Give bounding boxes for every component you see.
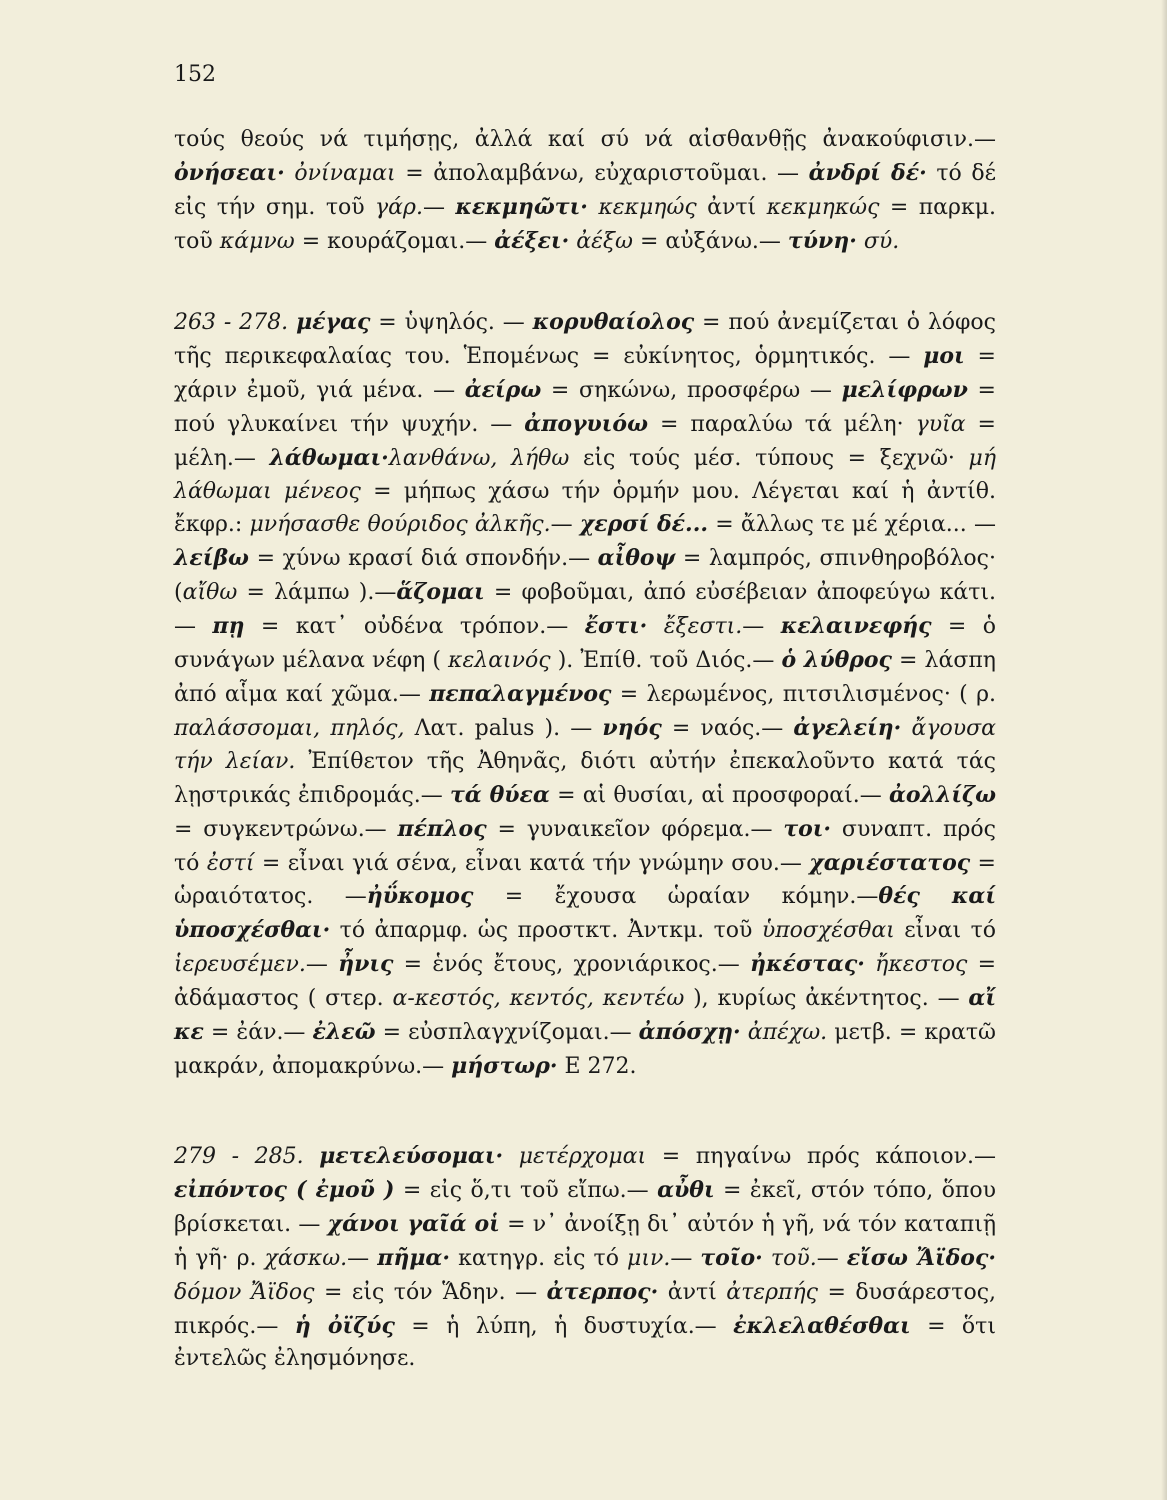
text-run: = εὐσπλαγχνίζομαι.— bbox=[375, 1020, 639, 1046]
italic-form: σύ. bbox=[863, 228, 900, 254]
headword: ὀνήσεαι· bbox=[174, 159, 285, 186]
text-run: — bbox=[347, 1245, 378, 1271]
headword: λείβω bbox=[174, 545, 250, 572]
headword: αὖθι bbox=[657, 1176, 715, 1203]
page-number: 152 bbox=[174, 62, 216, 87]
text-run: = ὡραιότατος. — bbox=[174, 850, 996, 910]
headword: χερσί δέ... bbox=[579, 511, 709, 538]
italic-form: ὑποσχέσθαι bbox=[761, 918, 895, 944]
text-run: ), κυρίως ἀκέντητος. — bbox=[684, 986, 969, 1012]
text-run: = ὑψηλός. — bbox=[370, 310, 533, 335]
text-run: = κατ᾽ οὐδένα τρόπον.— bbox=[244, 614, 585, 640]
text-run: = γυναικεῖον φόρεμα.— bbox=[486, 816, 784, 842]
text-run: — bbox=[670, 1245, 701, 1271]
text-run: = πού ἀνεμίζεται ὁ λόφος τῆς περικεφαλαίας του. Ἑπομένως = εὐκίνητος, ὁρμητικός. — bbox=[174, 310, 996, 369]
text-run: = δυσάρεστος, πικρός.— bbox=[174, 1279, 997, 1339]
text-run: συναπτ. πρός τό bbox=[174, 816, 996, 876]
headword: χάνοι γαῖά οἱ bbox=[327, 1210, 500, 1237]
italic-form: ἔξεστι. bbox=[663, 614, 743, 640]
headword: ἠκέστας· bbox=[750, 951, 865, 978]
text-run: εἶναι τό bbox=[894, 918, 996, 944]
text-run: = ναός.— bbox=[661, 715, 794, 741]
headword: ἦνις bbox=[338, 951, 394, 978]
italic-form: κεκμηκώς bbox=[766, 194, 880, 220]
italic-form: ἀέξω bbox=[576, 228, 633, 254]
headword: πεπαλαγμένος bbox=[429, 680, 612, 707]
italic-form: μνήσασθε θούριδος ἀλκῆς. bbox=[249, 512, 551, 538]
italic-form: αἴθω bbox=[182, 580, 238, 606]
text-run: ). Ἐπίθ. τοῦ Διός.— bbox=[550, 648, 782, 674]
headword: ἀπόσχῃ· bbox=[638, 1019, 741, 1046]
headword: κορυθαίολος bbox=[532, 309, 695, 335]
headword: αἴ κε bbox=[174, 985, 996, 1046]
italic-form: μιν. bbox=[627, 1245, 671, 1271]
headword: τά θύεα bbox=[450, 781, 550, 808]
text-run: = πού γλυκαίνει τήν ψυχήν. — bbox=[174, 377, 996, 437]
headword: ἔστι· bbox=[584, 613, 648, 640]
text-run: — bbox=[422, 194, 456, 220]
text-run: = ἐάν.— bbox=[203, 1020, 313, 1046]
text-run: = μέλη.— bbox=[174, 411, 996, 471]
text-run: Ε 272. bbox=[557, 1053, 637, 1079]
headword: ἐλεῶ bbox=[312, 1019, 376, 1046]
text-run: = συγκεντρώνω.— bbox=[174, 816, 398, 842]
italic-form: δόμον Ἄϊδος bbox=[174, 1279, 315, 1305]
headword: ἀπογυιόω bbox=[524, 410, 649, 437]
headword: εἴσω Ἄϊδος· bbox=[846, 1244, 997, 1271]
text-run: = αὐξάνω.— bbox=[632, 228, 788, 254]
text-run: = ἐκεῖ, στόν τόπο, ὅπου βρίσκεται. — bbox=[174, 1177, 996, 1237]
text-run bbox=[857, 229, 864, 254]
text-run: τό ἀπαρμφ. ὡς προστκτ. Ἀντκμ. τοῦ bbox=[330, 918, 762, 944]
text-run: = ἑνός ἔτους, χρονιάρικος.— bbox=[393, 952, 751, 978]
italic-form: ὀνίναμαι bbox=[294, 160, 396, 186]
headword: μήστωρ· bbox=[451, 1052, 558, 1079]
headword: κεκμηῶτι· bbox=[455, 193, 588, 220]
text-run: = μήπως χάσω τήν ὁρμήν μου. Λέγεται καί ἡ ἀντίθ. ἔκφρ.: bbox=[174, 478, 996, 538]
italic-form: κελαινός bbox=[448, 648, 551, 674]
headword: πῆμα· bbox=[377, 1244, 451, 1271]
italic-form: κάμνω bbox=[219, 228, 295, 254]
headword: τύνη· bbox=[787, 227, 857, 254]
text-run: — bbox=[816, 1245, 847, 1271]
text-run: = παραλύω τά μέλη· bbox=[648, 411, 916, 437]
italic-form: ἤκεστος bbox=[875, 952, 968, 978]
headword: αἶθοψ bbox=[597, 545, 676, 572]
headword: τοι· bbox=[783, 815, 832, 842]
headword: κελαινεφής bbox=[780, 613, 932, 640]
text-run: = χύνω κρασί διά σπονδήν.— bbox=[249, 546, 598, 572]
headword: ἀολλίζω bbox=[888, 781, 997, 808]
text-run: = λαμπρός, σπινθηροβόλος· ( bbox=[174, 546, 996, 606]
italic-form: α-κεστός, κεντός, κεντέω bbox=[392, 986, 685, 1012]
headword: εἰπόντος ( ἐμοῦ ) bbox=[174, 1176, 395, 1203]
headword: ὁ λύθρος bbox=[781, 647, 892, 674]
text-run bbox=[288, 310, 296, 335]
italic-form: τοῦ. bbox=[770, 1245, 817, 1271]
text-run bbox=[763, 1246, 771, 1271]
text-run: = ἀπολαμβάνω, εὐχαριστοῦμαι. — bbox=[395, 160, 809, 186]
headword: πέπλος bbox=[397, 815, 487, 842]
headword: νηός bbox=[602, 714, 662, 741]
italic-form: ἱερευσέμεν. bbox=[174, 952, 306, 978]
headword: ἀείρω bbox=[464, 376, 542, 403]
text-run: = λερωμένος, πιτσιλισμένος· ( ρ. bbox=[611, 681, 996, 707]
text-run: ἀντί bbox=[696, 194, 767, 220]
headword: ἀτερπος· bbox=[546, 1278, 659, 1305]
headword: ἡ ὀϊζύς bbox=[294, 1312, 395, 1339]
headword: ἠΰκομος bbox=[366, 883, 474, 910]
text-run: = ὁ συνάγων μέλανα νέφη ( bbox=[174, 614, 996, 674]
italic-form: μή λάθωμαι μένεος bbox=[174, 445, 997, 504]
text-run: Ἐπίθετον τῆς Ἀθηνᾶς, διότι αὐτήν ἐπεκαλοῦντο κατά τάς λῃστρικάς ἐπιδρομάς.— bbox=[174, 748, 996, 808]
headword: μελίφρων bbox=[841, 376, 968, 403]
italic-form: 279 - 285. bbox=[174, 1144, 304, 1169]
headword: χαριέστατος bbox=[809, 849, 971, 876]
italic-form: ἀτερπής bbox=[726, 1279, 818, 1305]
text-run: = σηκώνω, προσφέρω — bbox=[541, 377, 842, 403]
text-run: = κουράζομαι.— bbox=[294, 228, 495, 254]
text-run: = εἰς ὅ,τι τοῦ εἴπω.— bbox=[394, 1177, 658, 1203]
text-run bbox=[647, 614, 663, 639]
text-run: = παρκμ. τοῦ bbox=[174, 194, 996, 254]
italic-form: μετέρχομαι bbox=[518, 1144, 647, 1169]
italic-form: χάσκω. bbox=[264, 1245, 348, 1271]
text-run: = ἀδάμαστος ( στερ. bbox=[174, 952, 997, 1012]
paragraph-279-285 bbox=[174, 1140, 996, 1376]
text-run: — bbox=[550, 512, 580, 538]
text-run bbox=[285, 161, 295, 186]
paragraph-263-278 bbox=[174, 306, 996, 1084]
text-run: — bbox=[305, 952, 339, 978]
text-run bbox=[901, 716, 911, 741]
text-run: = ἡ λύπη, ἡ δυστυχία.— bbox=[394, 1313, 734, 1339]
headword: ἀέξει· bbox=[494, 227, 570, 254]
text-run: = ὅτι ἐντελῶς ἐλησμόνησε. bbox=[174, 1313, 996, 1372]
italic-form: γυῖα bbox=[915, 411, 966, 437]
paragraph-intro bbox=[174, 124, 996, 259]
text-run: ἀντί bbox=[658, 1279, 727, 1305]
text-run: τό δέ εἰς τήν σημ. τοῦ bbox=[174, 160, 997, 220]
text-run: = λάμπω ).— bbox=[237, 580, 397, 606]
text-run: = ν᾽ ἀνοίξῃ δι᾽ αὐτόν ἡ γῆ, νά τόν καταπιῇ ἡ γῆ· ρ. bbox=[174, 1211, 997, 1271]
text-run: κατηγρ. εἰς τό bbox=[450, 1245, 628, 1271]
text-run: — bbox=[742, 614, 781, 640]
text-run: = φοβοῦμαι, ἀπό εὐσέβειαν ἀποφεύγω κάτι.— bbox=[174, 580, 996, 640]
text-run: = πηγαίνω πρός κάποιον.— bbox=[646, 1144, 996, 1169]
text-run bbox=[304, 1144, 320, 1169]
italic-form: λανθάνω, λήθω bbox=[388, 445, 570, 471]
headword: θές καί ὑποσχέσθαι· bbox=[174, 883, 996, 944]
text-run: τούς θεούς νά τιμήσῃς, ἀλλά καί σύ νά αἰσθανθῇς ἀνακούφισιν.— bbox=[174, 127, 996, 152]
text-run: μετβ. = κρατῶ μακράν, ἀπομακρύνω.— bbox=[174, 1020, 996, 1079]
text-run: Λατ. palus ). — bbox=[404, 715, 603, 741]
headword: ἀγελείη· bbox=[793, 714, 902, 741]
headword: ἅζομαι bbox=[396, 579, 485, 606]
headword: πῃ bbox=[212, 613, 245, 640]
text-run: = ἄλλως τε μέ χέρια... — bbox=[708, 512, 996, 538]
italic-form: ἄγουσα τήν λείαν. bbox=[174, 715, 996, 774]
headword: ἐκλελαθέσθαι bbox=[733, 1312, 911, 1339]
italic-form: ἀπέχω. bbox=[747, 1020, 828, 1046]
headword: τοῖο· bbox=[700, 1244, 763, 1271]
italic-form: κεκμηώς bbox=[598, 194, 697, 220]
text-run: = αἱ θυσίαι, αἱ προσφοραί.— bbox=[549, 782, 889, 808]
headword: μετελεύσομαι· bbox=[319, 1143, 504, 1169]
text-run: = λάσπη ἀπό αἷμα καί χῶμα.— bbox=[174, 648, 996, 707]
text-run: = χάριν ἐμοῦ, γιά μένα. — bbox=[174, 343, 996, 403]
text-run: = εἰς τόν Ἅδην. — bbox=[314, 1279, 547, 1305]
headword: μέγας bbox=[296, 309, 371, 335]
text-run bbox=[588, 195, 598, 220]
headword: ἀνδρί δέ· bbox=[808, 159, 927, 186]
italic-form: 263 - 278. bbox=[174, 310, 289, 335]
italic-form: γάρ. bbox=[375, 194, 423, 220]
text-run: εἰς τούς μέσ. τύπους = ξεχνῶ· bbox=[569, 445, 969, 471]
headword: μοι bbox=[923, 342, 965, 369]
page-edge-shadow bbox=[1161, 0, 1167, 1500]
text-run: = εἶναι γιά σένα, εἶναι κατά τήν γνώμην σου.— bbox=[254, 850, 810, 876]
italic-form: ἐστί bbox=[206, 850, 255, 876]
text-run bbox=[503, 1144, 519, 1169]
headword: λάθωμαι· bbox=[269, 444, 389, 471]
text-run bbox=[865, 952, 875, 977]
italic-form: παλάσσομαι, πηλός, bbox=[174, 715, 405, 741]
text-run bbox=[741, 1020, 748, 1045]
text-run: = ἔχουσα ὡραίαν κόμην.— bbox=[473, 884, 879, 910]
